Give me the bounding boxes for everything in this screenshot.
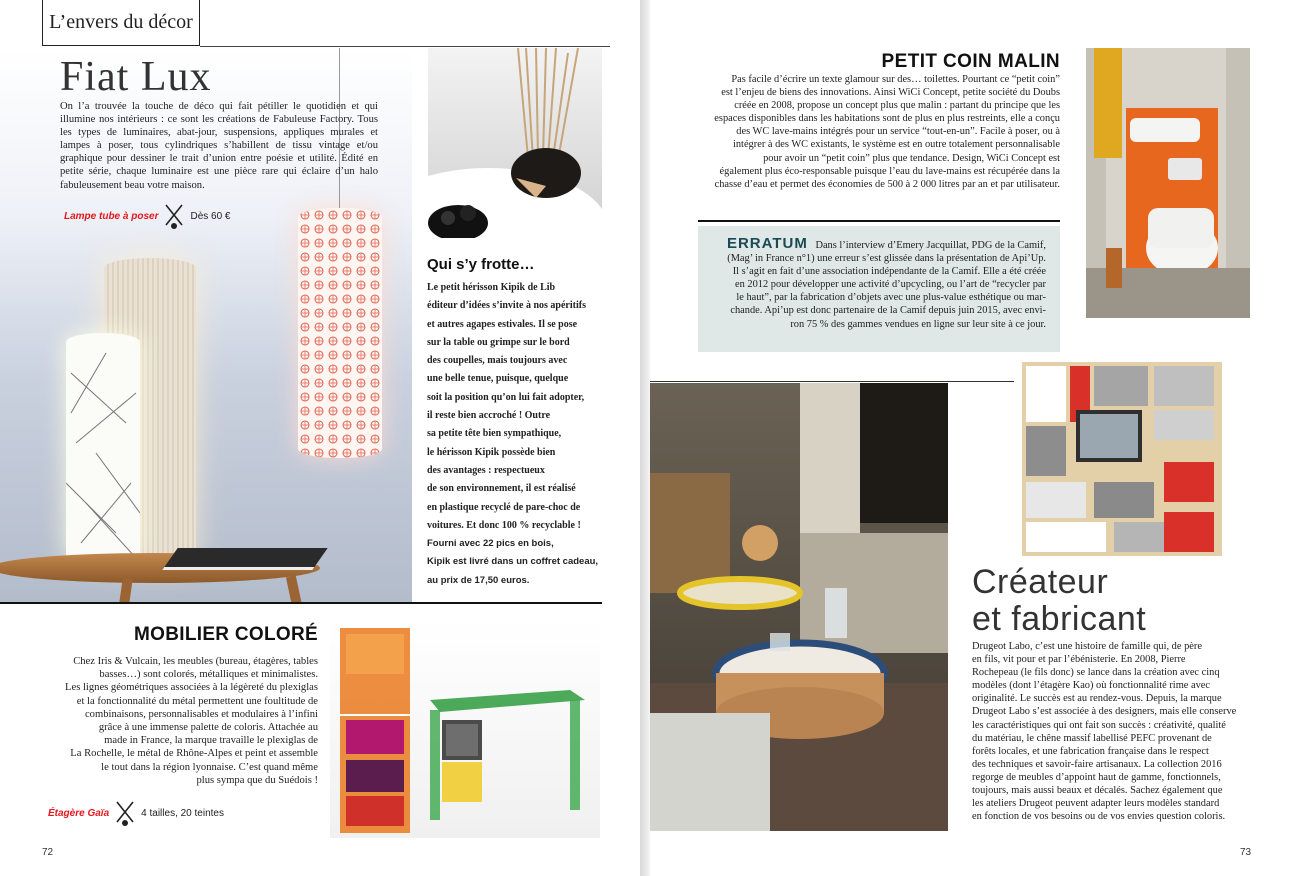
petit-coin-line: Pas facile d’écrire un texte glamour sur des… toilettes. Pourtant ce “petit coin”	[731, 74, 1060, 85]
createur-line: Drugeot Labo, c’est une histoire de famille qui, de père	[972, 641, 1202, 652]
petit-coin-line: pour avoir un “petit coin” plus que tendance. Design, WiCi Concept est	[763, 152, 1060, 164]
erratum-line: chande. Api’up est donc partenaire de la Camif depuis juin 2015, avec envi-	[730, 305, 1046, 317]
kipik-body	[427, 279, 602, 590]
kipik-line: sur la table ou grimpe sur le bord	[427, 336, 570, 348]
createur-line: forêts locales, et une fabrication française dans le respect	[972, 745, 1209, 757]
mobilier-line: combinaisons, personnalisables et modulaires à l’infini	[84, 708, 318, 720]
mobilier-body	[30, 655, 318, 787]
erratum-body	[712, 252, 1046, 331]
section-tab	[42, 0, 200, 46]
left-page	[0, 0, 640, 876]
kipik-line: des coupelles, mais toujours avec	[427, 355, 568, 367]
kipik-line: éditeur d’idées s’invite à nos apéritifs	[427, 300, 586, 312]
kipik-line: en plastique recyclé de pare-choc de	[427, 501, 581, 513]
createur-line: Rochepeau (le fils donc) se lance dans la création avec cinq	[972, 667, 1220, 679]
kipik-line: sa petite tête bien sympathique,	[427, 428, 562, 440]
kipik-line: voitures. Et donc 100 % recyclable !	[427, 519, 581, 531]
petit-coin-line: également plus éco-responsable puisque l’eau du lave-mains est récupérée dans la	[719, 165, 1060, 177]
mobilier-line: Chez Iris & Vulcain, les meubles (bureau, étagères, tables	[73, 656, 318, 667]
mobilier-line: made in France, la marque travaille le plexiglas de	[104, 735, 318, 747]
shelf-photo	[1014, 352, 1234, 562]
mobilier-line: Les lignes géométriques associées à la légèreté du plexiglas	[65, 682, 318, 694]
mobilier-line: grâce à une immense palette de coloris. Attachée au	[98, 722, 318, 734]
lamp-shade-lines	[66, 333, 140, 563]
kipik-price-line: au prix de 17,50 euros.	[427, 574, 530, 586]
gutter	[640, 0, 650, 876]
kipik-line: des avantages : respectueux	[427, 464, 545, 476]
erratum-line: en 2012 pour développer une activité d’upcycling, ou l’art de “recycler par	[734, 279, 1046, 291]
lamp-shade-pattern	[298, 208, 382, 458]
createur-title-line2: et fabricant	[972, 600, 1147, 638]
shelf-spec-value: 4 tailles, 20 teintes	[141, 807, 224, 819]
left-divider	[0, 602, 602, 604]
createur-title	[972, 564, 1146, 638]
createur-line: originalité. Le succès est au rendez-vous. Depuis, la marque	[972, 693, 1222, 705]
hedgehog-photo	[428, 48, 602, 238]
erratum-line: le haut”, par la fabrication d’objets avec une plus-value esthétique ou mar-	[736, 292, 1046, 304]
petit-coin-line: espaces disponibles dans les habitations sont de plus en plus restreints, elle a conçu	[714, 113, 1060, 125]
mobilier-line: le tout dans la région lyonnaise. C’est quand même	[101, 761, 318, 773]
petit-coin-line: des WC lave-mains intégrés pour un service “tout-en-un”. Facile à poser, ou à	[736, 126, 1060, 138]
petit-coin-title: PETIT COIN MALIN	[881, 51, 1060, 72]
createur-line: en fonction de vos besoins ou de vos envies question coloris.	[972, 811, 1226, 823]
right-mid-rule	[650, 381, 1020, 382]
living-room-photo	[650, 383, 948, 831]
createur-line: toujours, mais aussi beaux et décalés. Sachez également que	[972, 785, 1223, 797]
createur-title-line1: Créateur	[972, 563, 1109, 601]
table-leg-right	[286, 575, 304, 602]
lamp-spec-price: Dès 60 €	[190, 210, 231, 222]
createur-line: regorge de meubles d’appoint haut de gamme, fonctionnels,	[972, 771, 1221, 783]
createur-line: les caractéristiques qui ont fait son succès : créativité, qualité	[972, 719, 1226, 731]
price-tag-icon	[115, 800, 135, 826]
mobilier-line: et la fonctionnalité du métal permettent une foultitude de	[76, 695, 318, 707]
erratum-line: (Mag’ in France n°1) une erreur s’est glissée dans la présentation de Api’Up.	[727, 253, 1046, 265]
createur-line: des techniques et savoir-faire artisanaux. La collection 2016	[972, 758, 1222, 770]
createur-line: les ateliers Drugeot peuvent adapter leurs modèles standard	[972, 798, 1220, 810]
erratum-line: ron 75 % des gammes vendues en ligne sur leur site à ce jour.	[790, 318, 1046, 330]
right-page	[650, 0, 1296, 876]
createur-line: modèles (dont l’étagère Kao) où fonctionnalité rime avec	[972, 680, 1211, 692]
kipik-line: soit la position qu’on lui fait adopter,	[427, 391, 585, 403]
fiat-lux-title: Fiat Lux	[60, 54, 212, 100]
wc-photo	[1086, 48, 1250, 318]
createur-body	[972, 640, 1242, 823]
kipik-title: Qui s’y frotte…	[427, 256, 535, 273]
price-tag-icon	[164, 203, 184, 229]
kipik-line: il reste bien accroché ! Outre	[427, 410, 551, 422]
mobilier-title: MOBILIER COLORÉ	[134, 624, 318, 645]
notebook	[162, 548, 327, 570]
erratum-first-row	[712, 237, 1046, 252]
mobilier-line: La Rochelle, le métal de Rhône-Alpes et peint et assemble	[70, 748, 318, 760]
shelf-spec-label: Étagère Gaïa	[48, 807, 110, 819]
erratum-line: Il s’agit en fait d’une association indépendante de la Camif. Elle a été créée	[732, 266, 1046, 278]
petit-coin-line: est l’enjeu de biens des innovations. Ainsi WiCi Concept, petite société du Doubs	[721, 87, 1060, 99]
kipik-line: de son environnement, il est réalisé	[427, 483, 576, 495]
kipik-line: une belle tenue, puisque, quelque	[427, 373, 569, 385]
top-rule	[200, 46, 610, 47]
erratum-box	[698, 226, 1060, 352]
erratum-title: ERRATUM	[726, 235, 808, 252]
petit-coin-line: créée en 2008, propose un concept plus que malin : partant du principe que les	[734, 100, 1060, 112]
kipik-line: et autres agapes estivales. Il se pose	[427, 318, 578, 330]
kipik-line: Le petit hérisson Kipik de Lib	[427, 282, 556, 293]
shelf-spec	[48, 800, 224, 826]
mobilier-line: basses…) sont colorés, métalliques et minimalistes.	[99, 669, 318, 681]
lamp-spec-label: Lampe tube à poser	[64, 210, 159, 222]
kipik-line: le hérisson Kipik possède bien	[427, 446, 556, 458]
lamp-spec	[64, 203, 231, 229]
furniture-photo	[330, 620, 600, 838]
erratum-top-rule	[698, 220, 1060, 222]
createur-line: en fils, vit pour et par l’ébénisterie. En 2008, Pierre	[972, 654, 1186, 666]
createur-line: Drugeot Labo s’est associée à des designers, mais elle conserve	[972, 706, 1237, 718]
page-number-right: 73	[1240, 847, 1252, 858]
petit-coin-line: intégrer à des WC existants, le système est en outre totalement personnalisable	[732, 139, 1060, 151]
fiat-lux-body: On l’a trouvée la touche de déco qui fait pétiller le quotidien et qui illumine nos intérieurs : ce sont les créations de Fabuleuse Factory. Tous les types de luminaires, abat-jour, suspensions, appliques murales et lampes à poser, tous cylindriques s’habillent de tissu vintage et/ou graphique pour dessiner le trait d’union entre poésie et utilité. Édité en petite série, chaque luminaire est une pièce rare qui éclaire d’un halo fabuleusement beau votre maison.	[60, 101, 378, 191]
petit-coin-line: chasse d’eau et permet des économies de 500 à 2 000 litres par an et par utilisateur.	[714, 178, 1060, 190]
kipik-price-line: Fourni avec 22 pics en bois,	[427, 538, 554, 550]
erratum-line: Dans l’interview d’Emery Jacquillat, PDG de la Camif,	[815, 240, 1046, 251]
createur-line: du matériau, le chêne massif labellisé PEFC provenant de	[972, 732, 1212, 744]
page-number-left: 72	[42, 847, 54, 858]
kipik-price-line: Kipik est livré dans un coffret cadeau,	[427, 556, 599, 568]
petit-coin-body	[688, 73, 1060, 191]
mobilier-line: plus sympa que du Suédois !	[196, 774, 318, 786]
section-tab-label: L’envers du décor	[49, 11, 193, 33]
